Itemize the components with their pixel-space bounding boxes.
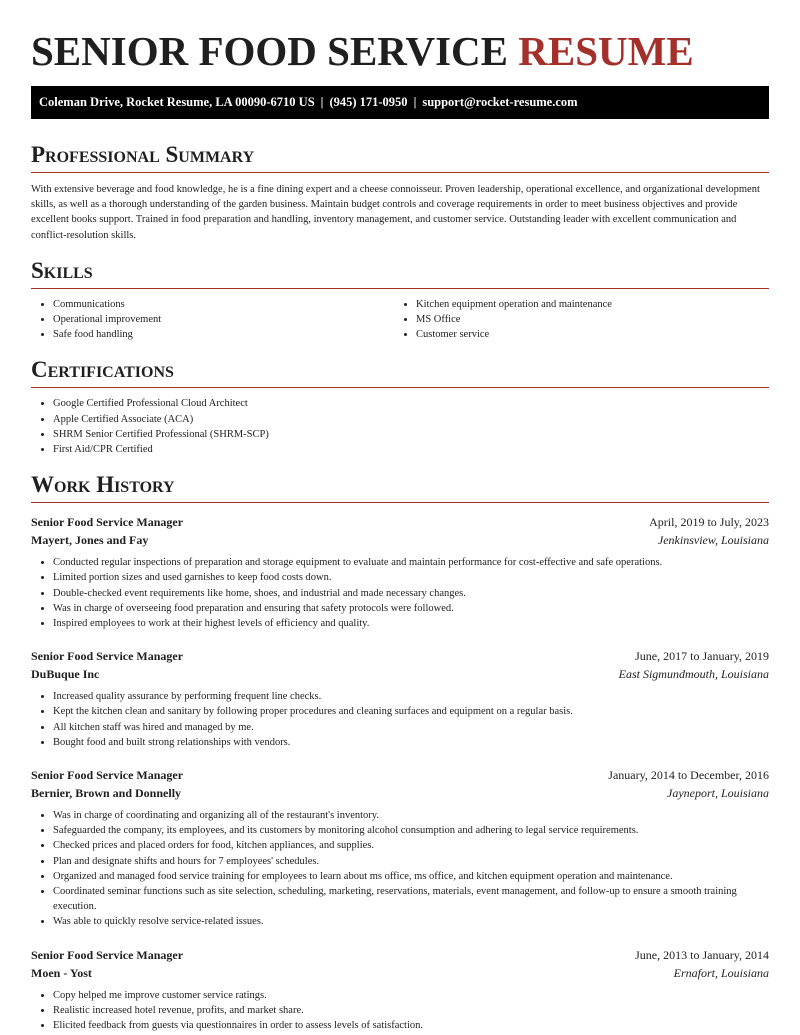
certifications-section — [31, 356, 769, 457]
job-dates: April, 2019 to July, 2023 — [649, 515, 769, 530]
job-company-row — [31, 531, 769, 549]
job-bullet: • All kitchen staff was hired and managed by me. — [53, 720, 769, 735]
job-title: Senior Food Service Manager — [31, 649, 184, 664]
job-header-row — [31, 513, 769, 531]
work-history-section — [31, 471, 769, 1033]
job-company-row — [31, 665, 769, 683]
skill-item: • Kitchen equipment operation and maintenance — [416, 297, 769, 312]
skills-list-left — [31, 297, 400, 343]
job-entry — [31, 647, 769, 750]
job-bullet: • Coordinated seminar functions such as site selection, scheduling, marketing, reservations, materials, event management, and follow-up to ensure a smooth training execution. — [53, 884, 769, 914]
certification-item: • First Aid/CPR Certified — [53, 442, 769, 457]
job-bullet: • Copy helped me improve customer service ratings. — [53, 988, 769, 1003]
skills-columns — [31, 297, 769, 343]
job-dates: January, 2014 to December, 2016 — [608, 768, 769, 783]
contact-separator: | — [413, 95, 417, 109]
job-header-row — [31, 766, 769, 784]
contact-phone: (945) 171-0950 — [329, 95, 408, 109]
job-bullet: • Checked prices and placed orders for food, kitchen appliances, and supplies. — [53, 838, 769, 853]
contact-address: Coleman Drive, Rocket Resume, LA 00090-6710 US — [39, 95, 315, 109]
contact-separator: | — [320, 95, 324, 109]
certification-item: • SHRM Senior Certified Professional (SHRM-SCP) — [53, 427, 769, 442]
contact-email[interactable]: support@rocket-resume.com — [422, 95, 578, 109]
job-title: Senior Food Service Manager — [31, 515, 184, 530]
job-title: Senior Food Service Manager — [31, 947, 184, 962]
job-bullet: • Elicited feedback from guests via questionnaires in order to assess levels of satisfaction. — [53, 1018, 769, 1033]
job-bullet: • Was in charge of coordinating and organizing all of the restaurant's inventory. — [53, 808, 769, 823]
certification-item: • Apple Certified Associate (ACA) — [53, 412, 769, 427]
job-bullet: • Conducted regular inspections of preparation and storage equipment to evaluate and maintain performance for cost-effective and safe operations. — [53, 555, 769, 570]
title-main: SENIOR FOOD SERVICE — [31, 28, 519, 74]
certification-item: • Google Certified Professional Cloud Architect — [53, 396, 769, 411]
job-bullet: • Organized and managed food service training for employees to learn about ms office, ms office, and kitchen equipment operation and maintenance. — [53, 869, 769, 884]
skills-heading: Skills — [31, 257, 769, 289]
summary-text: With extensive beverage and food knowledge, he is a fine dining expert and a cheese connoisseur. Proven leadership, operational excellence, and organizational development skills, as well as a thorough understanding of the garden business. Maintain budget controls and coverage requirements in order to meet business objectives and provide excellent books support. Trained in food preparation and handling, inventory management, and customer service. Outstanding leader with excellent communication and conflict-resolution skills. — [31, 184, 760, 241]
job-bullet: • Plan and designate shifts and hours for 7 employees' schedules. — [53, 854, 769, 869]
title-accent: RESUME — [518, 28, 694, 74]
job-bullets — [31, 555, 769, 631]
job-location: Ernafort, Louisiana — [673, 965, 769, 980]
job-bullet: • Was in charge of overseeing food preparation and ensuring that safety protocols were followed. — [53, 601, 769, 616]
job-entry — [31, 513, 769, 631]
job-company: Moen - Yost — [31, 965, 92, 980]
job-dates: June, 2013 to January, 2014 — [635, 947, 769, 962]
skill-item: • Operational improvement — [53, 312, 400, 327]
job-bullets — [31, 808, 769, 930]
certifications-heading: Certifications — [31, 356, 769, 388]
job-bullet: • Safeguarded the company, its employees, and its customers by monitoring alcohol consumption and adhering to legal service requirements. — [53, 823, 769, 838]
job-location: Jenkinsview, Louisiana — [657, 533, 769, 548]
skill-item: • Communications — [53, 297, 400, 312]
summary-heading: Professional Summary — [31, 141, 769, 173]
job-bullet: • Double-checked event requirements like home, shoes, and industrial and made necessary changes. — [53, 586, 769, 601]
job-company: Bernier, Brown and Donnelly — [31, 786, 182, 801]
job-company: Mayert, Jones and Fay — [31, 533, 149, 548]
job-dates: June, 2017 to January, 2019 — [635, 649, 769, 664]
job-bullet: • Bought food and built strong relationships with vendors. — [53, 735, 769, 750]
summary-section — [31, 141, 769, 243]
job-bullet: • Increased quality assurance by performing frequent line checks. — [53, 689, 769, 704]
job-company-row — [31, 784, 769, 802]
job-bullet: • Limited portion sizes and used garnishes to keep food costs down. — [53, 570, 769, 585]
skill-item: • Safe food handling — [53, 327, 400, 342]
skills-section — [31, 257, 769, 343]
job-entry — [31, 946, 769, 1034]
job-title: Senior Food Service Manager — [31, 768, 184, 783]
job-bullet: • Inspired employees to work at their highest levels of efficiency and quality. — [53, 616, 769, 631]
job-bullets — [31, 988, 769, 1034]
work-history-heading: Work History — [31, 471, 769, 503]
job-company-row — [31, 964, 769, 982]
skill-item: • MS Office — [416, 312, 769, 327]
certifications-list — [31, 396, 769, 457]
skill-item: • Customer service — [416, 327, 769, 342]
job-bullet: • Was able to quickly resolve service-related issues. — [53, 914, 769, 929]
job-entry — [31, 766, 769, 930]
job-location: East Sigmundmouth, Louisiana — [618, 667, 769, 682]
contact-bar — [31, 86, 769, 119]
job-location: Jayneport, Louisiana — [667, 786, 769, 801]
job-header-row — [31, 946, 769, 964]
job-bullets — [31, 689, 769, 750]
job-company: DuBuque Inc — [31, 667, 100, 682]
job-bullet: • Realistic increased hotel revenue, profits, and market share. — [53, 1003, 769, 1018]
resume-title — [31, 0, 769, 86]
skills-list-right — [400, 297, 769, 343]
job-bullet: • Kept the kitchen clean and sanitary by following proper procedures and cleaning surfaces and equipment on a regular basis. — [53, 704, 769, 719]
job-header-row — [31, 647, 769, 665]
